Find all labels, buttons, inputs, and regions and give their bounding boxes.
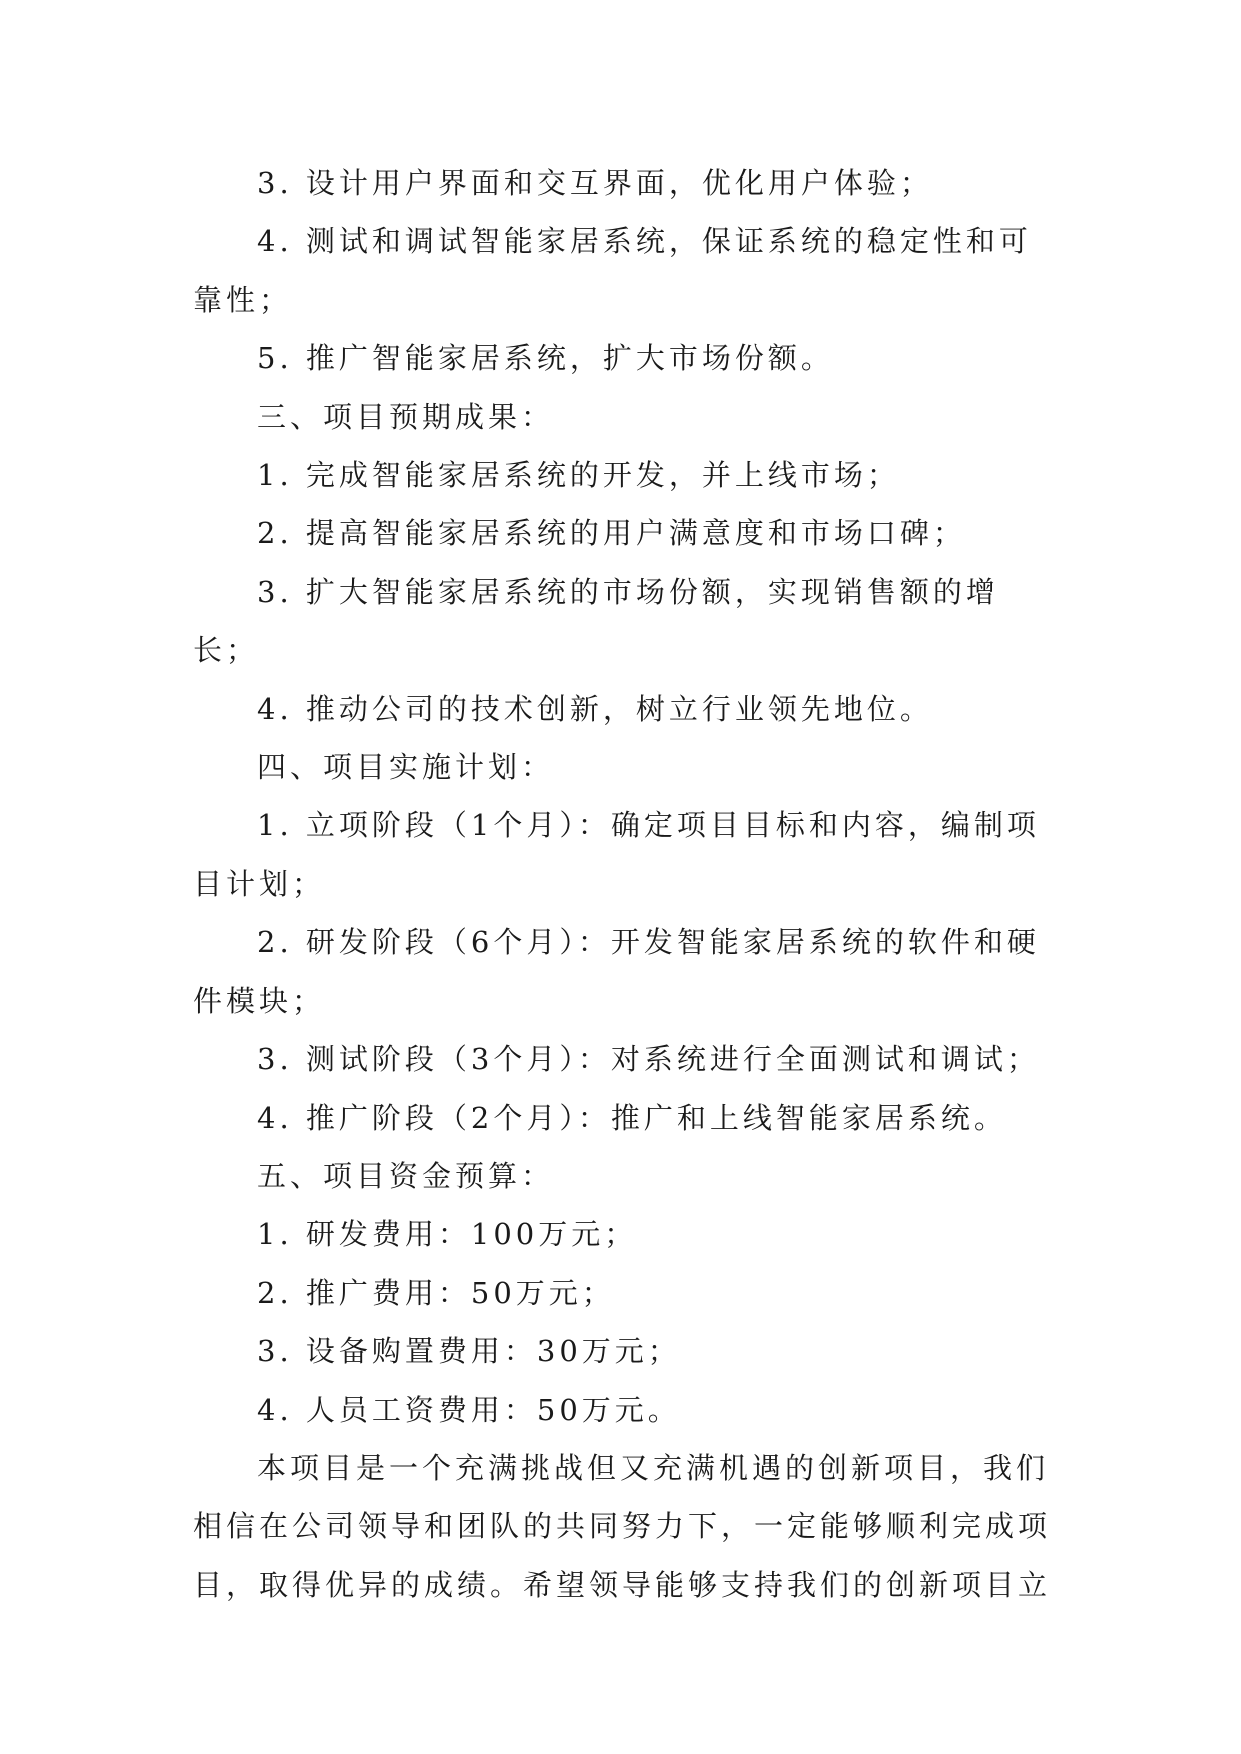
paragraph: 1. 立项阶段（1个月）：确定项目目标和内容，编制项目计划； (193, 808, 1040, 901)
closing-paragraph: 本项目是一个充满挑战但又充满机遇的创新项目，我们相信在公司领导和团队的共同努力下，一定能够顺利完成项目，取得优异的成绩。希望领导能够支持我们的创新项目立 (193, 1450, 1052, 1602)
paragraph: 1. 完成智能家居系统的开发，并上线市场； (257, 458, 900, 493)
paragraph: 3. 测试阶段（3个月）：对系统进行全面测试和调试； (257, 1042, 1040, 1077)
section-heading: 五、项目资金预算： (257, 1158, 555, 1193)
paragraph: 2. 推广费用：50万元； (257, 1275, 615, 1310)
document-body (193, 154, 1057, 1614)
paragraph: 5. 推广智能家居系统，扩大市场份额。 (257, 341, 834, 376)
paragraph: 4. 人员工资费用：50万元。 (257, 1392, 681, 1427)
paragraph: 4. 推广阶段（2个月）：推广和上线智能家居系统。 (257, 1100, 1007, 1135)
section-heading: 三、项目预期成果： (257, 399, 555, 434)
section-heading: 四、项目实施计划： (257, 750, 555, 785)
paragraph: 3. 设计用户界面和交互界面，优化用户体验； (257, 166, 933, 200)
paragraph: 2. 研发阶段（6个月）：开发智能家居系统的软件和硬件模块； (193, 925, 1040, 1018)
paragraph: 4. 测试和调试智能家居系统，保证系统的稳定性和可靠性； (193, 224, 1032, 317)
paragraph: 4. 推动公司的技术创新，树立行业领先地位。 (257, 691, 933, 726)
paragraph: 2. 提高智能家居系统的用户满意度和市场口碑； (257, 516, 966, 551)
paragraph: 3. 设备购置费用：30万元； (257, 1334, 681, 1369)
paragraph: 3. 扩大智能家居系统的市场份额，实现销售额的增长； (193, 574, 999, 668)
paragraph: 1. 研发费用：100万元； (257, 1217, 638, 1252)
